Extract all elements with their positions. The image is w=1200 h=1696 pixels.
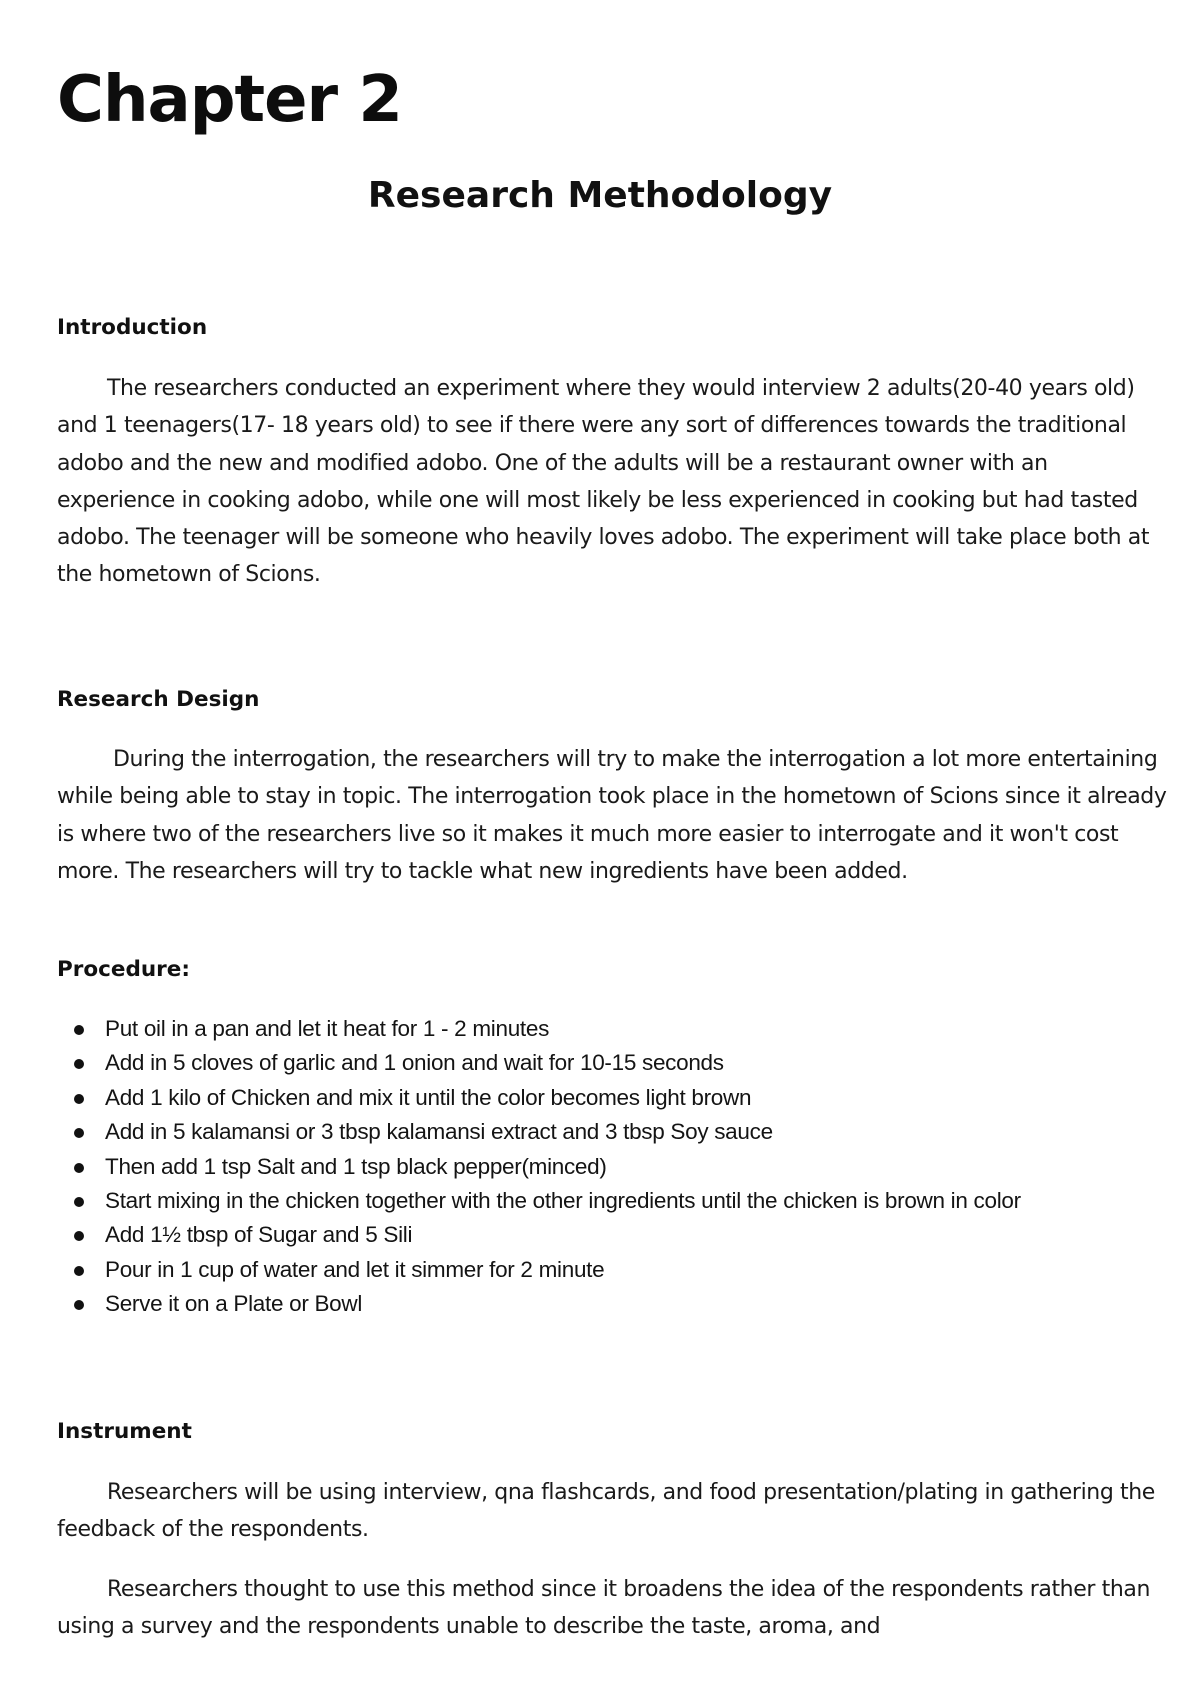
bullet-icon	[74, 1025, 84, 1035]
list-item	[57, 1218, 1167, 1252]
research-design-paragraph: During the interrogation, the researchers will try to make the interrogation a lot more entertaining while being able to stay in topic. The interrogation took place in the hometown of Scions since it already is where two of the researchers live so it makes it much more easier to interrogate and it won't cost more. The researchers will try to tackle what new ingredients have been added.	[57, 747, 1167, 884]
bullet-icon	[74, 1197, 84, 1207]
bullet-icon	[74, 1128, 84, 1138]
list-item	[57, 1184, 1167, 1218]
chapter-title: Chapter 2	[57, 63, 402, 137]
list-item	[57, 1253, 1167, 1287]
bullet-icon	[74, 1300, 84, 1310]
procedure-step: Add in 5 cloves of garlic and 1 onion and wait for 10-15 seconds	[105, 1050, 724, 1076]
procedure-list	[57, 1012, 1167, 1322]
instrument-heading: Instrument	[57, 1419, 192, 1444]
list-item	[57, 1115, 1167, 1149]
bullet-icon	[74, 1163, 84, 1173]
procedure-heading: Procedure:	[57, 957, 190, 982]
procedure-step: Add 1 kilo of Chicken and mix it until the color becomes light brown	[105, 1084, 752, 1110]
introduction-heading: Introduction	[57, 315, 208, 340]
list-item	[57, 1012, 1167, 1046]
procedure-step: Then add 1 tsp Salt and 1 tsp black pepper(minced)	[105, 1153, 607, 1179]
procedure-step: Start mixing in the chicken together with the other ingredients until the chicken is brown in color	[105, 1188, 1021, 1214]
instrument-paragraph-2: Researchers thought to use this method since it broadens the idea of the respondents rather than using a survey and the respondents unable to describe the taste, aroma, and	[57, 1577, 1150, 1640]
list-item	[57, 1081, 1167, 1115]
procedure-step: Add 1½ tbsp of Sugar and 5 Sili	[105, 1222, 413, 1248]
procedure-step: Pour in 1 cup of water and let it simmer for 2 minute	[105, 1256, 605, 1282]
introduction-paragraph: The researchers conducted an experiment where they would interview 2 adults(20-40 years old) and 1 teenagers(17- 18 years old) to see if there were any sort of differences towards the traditional adobo and the new and modified adobo. One of the adults will be a restaurant owner with an experience in cooking adobo, while one will most likely be less experienced in cooking but had tasted adobo. The teenager will be someone who heavily loves adobo. The experiment will take place both at the hometown of Scions.	[57, 376, 1150, 588]
bullet-icon	[74, 1059, 84, 1069]
bullet-icon	[74, 1094, 84, 1104]
list-item	[57, 1287, 1167, 1321]
bullet-icon	[74, 1231, 84, 1241]
procedure-step: Add in 5 kalamansi or 3 tbsp kalamansi extract and 3 tbsp Soy sauce	[105, 1119, 773, 1145]
list-item	[57, 1150, 1167, 1184]
bullet-icon	[74, 1266, 84, 1276]
document-title: Research Methodology	[367, 175, 833, 216]
instrument-paragraph-1: Researchers will be using interview, qna flashcards, and food presentation/plating in gathering the feedback of the respondents.	[57, 1480, 1155, 1543]
research-design-heading: Research Design	[57, 687, 260, 712]
list-item	[57, 1046, 1167, 1080]
procedure-step: Put oil in a pan and let it heat for 1 - 2 minutes	[105, 1016, 550, 1041]
procedure-step: Serve it on a Plate or Bowl	[105, 1291, 363, 1317]
